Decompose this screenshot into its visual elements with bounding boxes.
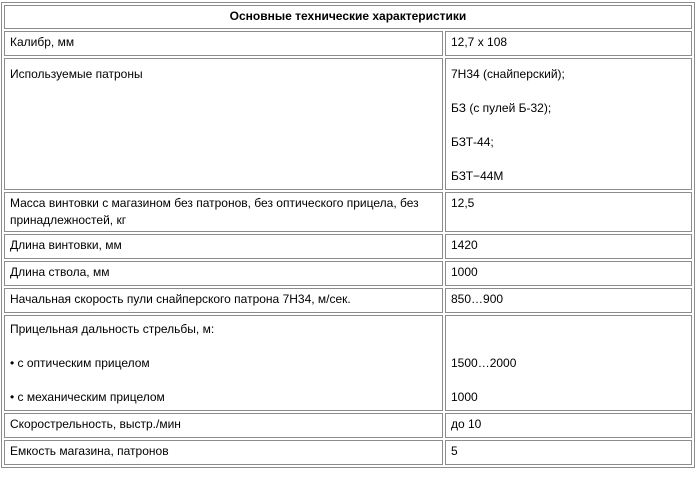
cartridge-item: БЗ (с пулей Б-32);	[451, 101, 552, 115]
sub-row-value: 1000	[451, 390, 478, 404]
specifications-table	[1, 2, 695, 468]
cartridge-item: БЗТ-44;	[451, 135, 494, 149]
row-value: 12,5	[445, 192, 692, 232]
row-label: Длина винтовки, мм	[4, 234, 443, 259]
row-label: Длина ствола, мм	[4, 261, 443, 286]
table-row	[4, 413, 692, 438]
row-label: Скорострельность, выстр./мин	[4, 413, 443, 438]
sub-row-label: • с механическим прицелом	[10, 390, 165, 404]
row-label: Емкость магазина, патронов	[4, 440, 443, 465]
row-label: Калибр, мм	[4, 31, 443, 56]
table-row	[4, 440, 692, 465]
row-value: 5	[445, 440, 692, 465]
row-value-list	[445, 58, 692, 190]
row-label: Используемые патроны	[4, 58, 443, 190]
table-row	[4, 288, 692, 313]
table-title: Основные технические характеристики	[4, 5, 692, 29]
row-label: Масса винтовки с магазином без патронов, без оптического прицела, без принадлежностей, кг	[4, 192, 443, 232]
sub-row-label: • с оптическим прицелом	[10, 356, 150, 370]
sub-row-value: 1500…2000	[451, 356, 517, 370]
row-value: 1420	[445, 234, 692, 259]
cartridge-item: БЗТ−44М	[451, 169, 504, 183]
row-value: 850…900	[445, 288, 692, 313]
table-row	[4, 234, 692, 259]
table-row	[4, 31, 692, 56]
row-value: 1000	[445, 261, 692, 286]
row-label: Прицельная дальность стрельбы, м:	[10, 322, 215, 336]
row-label-group	[4, 315, 443, 411]
row-value-group	[445, 315, 692, 411]
row-value: до 10	[445, 413, 692, 438]
table-row	[4, 315, 692, 411]
row-value: 12,7 х 108	[445, 31, 692, 56]
table-row	[4, 58, 692, 190]
table-header-row	[4, 5, 692, 29]
table-row	[4, 261, 692, 286]
row-label: Начальная скорость пули снайперского патрона 7Н34, м/сек.	[4, 288, 443, 313]
table-row	[4, 192, 692, 232]
cartridge-item: 7Н34 (снайперский);	[451, 67, 565, 81]
